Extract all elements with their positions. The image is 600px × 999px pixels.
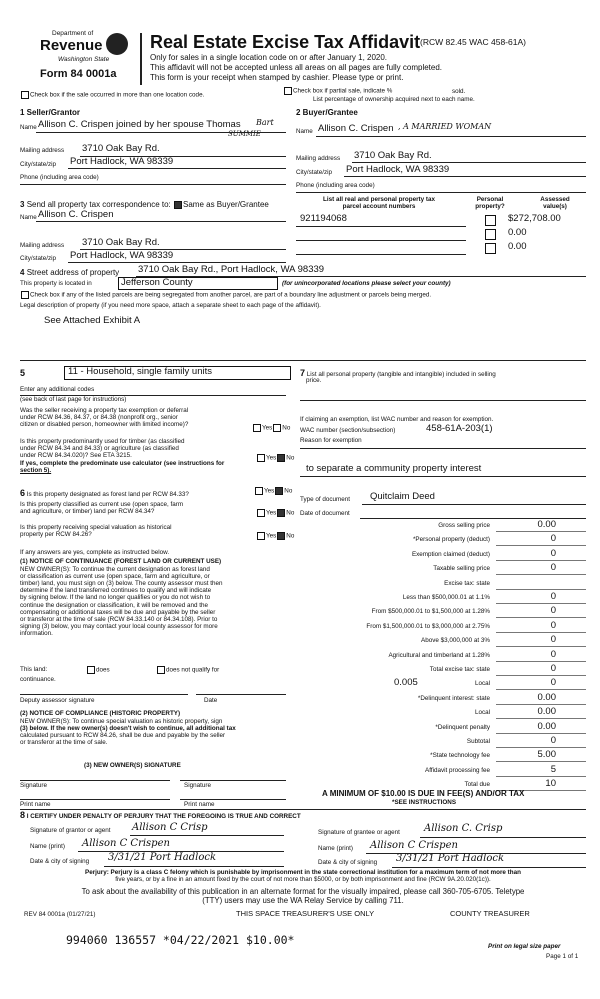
seller-name-label: Name [20, 124, 37, 131]
calc-value: 5 [550, 764, 556, 775]
notice-continuance-text: NEW OWNER(S): To continue the current designation as forest land or classification as current use (open space, farm and agriculture, or timber) land, you must sign on (3) below. The county assessor must then determine if the land transferred continues to qualify and will indicate by signing below. If the land no longer qualifies or you do not wish to continue the designation or classification, it will be removed and the compensating or additional taxes will be due and payable by the seller or transferor at the time of sale (RCW 84.33.140 or 84.34.108). Prior to signing (3) below, you may contact your local county assessor for more information. [20, 566, 223, 637]
receipt-stamp: 994060 136557 *04/22/2021 $10.00* [66, 933, 295, 947]
exemption-reason: to separate a community property interest [306, 463, 482, 474]
calc-value: 0 [550, 620, 556, 631]
owner-signature-2: Signature [184, 782, 211, 789]
calc-value: 0.00 [537, 519, 556, 530]
dept-logo-icon [106, 33, 128, 55]
calc-label: Gross selling price [438, 522, 490, 529]
if-any-yes: If any answers are yes, complete as instructed below. [20, 549, 170, 556]
county-select[interactable]: Jefferson County [118, 277, 278, 290]
sold-label: sold. [452, 88, 466, 95]
located-label: This property is located in [20, 280, 92, 287]
wac-label: WAC number (section/subsection) [300, 427, 396, 434]
grantor-name-label: Name (print) [30, 843, 65, 850]
seller-hand-note2: SUMMIE [228, 130, 261, 138]
calc-label: *Personal property (deduct) [412, 536, 490, 543]
calc-label: Above $3,000,000 at 3% [421, 637, 490, 644]
legal-paper-note: Print on legal size paper [488, 943, 561, 950]
land-use-code[interactable]: 11 - Household, single family units [64, 366, 291, 380]
sec5-number: 5 [20, 368, 26, 378]
legal-label: Legal description of property (if you need more space, attach a separate sheet to each page of the affidavit). [20, 302, 321, 309]
sec3-mail: 3710 Oak Bay Rd. [82, 237, 160, 248]
sec3-label: 3 Send all property tax correspondence to: Same as Buyer/Grantee [20, 200, 269, 209]
buyer-name-label: Name [296, 128, 313, 135]
perjury-notice: Perjury: Perjury is a class C felony which is punishable by imprisonment in the state correctional institution for a maximum term of not more than five years, or by a fine in an amount fixed by the court of not more than $5000, or by both imprisonment and fine (RCW 9A.20.020(1c)). [85, 869, 521, 884]
dept-line1: Department of [52, 30, 94, 37]
q-forest-answer[interactable]: Yes No [254, 487, 292, 495]
owner-print-2: Print name [184, 801, 215, 808]
calc-label: Total due [464, 781, 490, 788]
calc-value: 0 [550, 591, 556, 602]
doc-type-label: Type of document [300, 496, 351, 503]
calc-label: From $500,000.01 to $1,500,000 at 1.28% [371, 608, 490, 615]
form-revision: REV 84 0001a (01/27/21) [24, 911, 96, 918]
grantee-signature: Allison C. Crisp [424, 823, 503, 834]
buyer-city: Port Hadlock, WA 98339 [346, 164, 450, 175]
calc-value: 0 [550, 649, 556, 660]
calc-value: 10 [545, 778, 556, 789]
checkbox[interactable] [21, 291, 29, 299]
header-line1: Only for sales in a single location code on or after January 1, 2020. [150, 53, 388, 62]
seller-phone-label: Phone (including area code) [20, 174, 99, 181]
calc-label: *Delinquent interest: state [417, 695, 490, 702]
sec7-label: 7 List all personal property (tangible and intangible) included in selling [300, 368, 496, 378]
this-land: This land: [20, 666, 48, 673]
percentage-note: List percentage of ownership acquired next to each name. [313, 96, 475, 103]
reason-label: Reason for exemption [300, 437, 362, 444]
street-address: 3710 Oak Bay Rd., Port Hadlock, WA 98339 [138, 264, 325, 275]
doc-date-label: Date of document [300, 510, 350, 517]
dept-line3: Washington State [58, 56, 110, 63]
calc-label: Agricultural and timberland at 1.28% [388, 652, 490, 659]
minimum-due: A MINIMUM OF $10.00 IS DUE IN FEE(S) AND/OR TAX [322, 789, 525, 798]
deputy-signature: Deputy assessor signature [20, 697, 95, 704]
buyer-heading: 2 Buyer/Grantee [296, 108, 358, 117]
does-check[interactable]: does [86, 666, 110, 674]
page-number: Page 1 of 1 [546, 953, 579, 960]
q-current-use-answer[interactable]: Yes No [256, 509, 294, 517]
seller-mail-label: Mailing address [20, 147, 65, 154]
notice-continuance-title: (1) NOTICE OF CONTINUANCE (FOREST LAND OR CURRENT USE) [20, 558, 222, 565]
exempt-label: If claiming an exemption, list WAC number and reason for exemption. [300, 416, 494, 423]
segregated-check[interactable]: Check box if any of the listed parcels are being segregated from another parcel, are part of a boundary line adjustment or parcels being merged. [20, 291, 431, 299]
notice-compliance-text: NEW OWNER(S): To continue special valuation as historic property, sign (3) below. If the new owner(s) doesn't wish to continue, all additional tax calculated pursuant to RCW 84.26, shall be due and payable by the seller or transferor at the time of sale. [20, 718, 236, 747]
seller-name: Allison C. Crispen joined by her spouse Thomas [38, 119, 241, 130]
calc-label: Subtotal [466, 738, 490, 745]
seller-hand-note1: Bart [256, 118, 274, 127]
sec3-mail-label: Mailing address [20, 242, 65, 249]
parcel-value-3: 0.00 [508, 241, 527, 252]
local-rate: 0.005 [394, 677, 418, 688]
calc-label: Excise tax: state [444, 580, 490, 587]
calc-value: 0 [550, 562, 556, 573]
calc-label: *Delinquent penalty [435, 724, 490, 731]
county-treasurer: COUNTY TREASURER [450, 909, 530, 918]
wac-number: 458-61A-203(1) [426, 423, 493, 434]
calc-label: Local [474, 680, 490, 687]
buyer-city-label: City/state/zip [296, 169, 333, 176]
q-current-use: Is this property classified as current use (open space, farm and agriculture, or timber) land per RCW 84.34? [20, 501, 184, 516]
form-title: Real Estate Excise Tax Affidavit [150, 32, 421, 52]
buyer-hand-note: , A MARRIED WOMAN [398, 122, 492, 131]
dept-line2: Revenue [40, 37, 103, 54]
buyer-name: Allison C. Crispen [318, 123, 394, 134]
q-forest: 6 Is this property designated as forest land per RCW 84.33? [20, 488, 189, 498]
doc-type: Quitclaim Deed [370, 491, 435, 502]
certify-statement: 8 I CERTIFY UNDER PENALTY OF PERJURY THAT THE FOREGOING IS TRUE AND CORRECT [20, 810, 301, 820]
calc-label: From $1,500,000.01 to $3,000,000 at 2.75% [366, 623, 490, 630]
calc-label: Less than $500,000.01 at 1.1% [402, 594, 490, 601]
checkbox[interactable] [21, 91, 29, 99]
treasurer-use-only: THIS SPACE TREASURER'S USE ONLY [236, 909, 375, 918]
street-label: 4 Street address of property [20, 268, 120, 277]
seller-mail: 3710 Oak Bay Rd. [82, 143, 160, 154]
additional-codes: Enter any additional codes [20, 386, 95, 393]
sec3-name-label: Name [20, 214, 37, 221]
sec7-label2: price. [306, 377, 322, 384]
header-line3: This form is your receipt when stamped by cashier. Please type or print. [150, 73, 404, 82]
parcel-header-2: Personal property? [475, 196, 505, 211]
grantor-signature-label: Signature of grantor or agent [30, 827, 111, 834]
multi-location-check[interactable]: Check box if the sale occurred in more than one location code. [20, 91, 204, 99]
q-timber-answer[interactable]: Yes No [256, 454, 294, 462]
notice-compliance-title: (2) NOTICE OF COMPLIANCE (HISTORIC PROPERTY) [20, 710, 181, 717]
form-number: Form 84 0001a [40, 68, 117, 80]
deputy-date: Date [204, 697, 218, 704]
grantor-date-city: 3/31/21 Port Hadlock [108, 852, 217, 863]
calc-value: 0 [550, 634, 556, 645]
calc-label: Affidavit processing fee [425, 767, 490, 774]
calc-value: 0 [550, 533, 556, 544]
q-exemption-answer[interactable]: Yes No [252, 424, 290, 432]
q-historic-answer[interactable]: Yes No [256, 532, 294, 540]
grantee-name-label: Name (print) [318, 845, 353, 852]
legal-description: See Attached Exhibit A [44, 315, 141, 326]
grantor-date-label: Date & city of signing [30, 858, 90, 865]
unincorporated-note: (for unincorporated locations please select your county) [282, 280, 451, 287]
header-line2: This affidavit will not be accepted unless all areas on all pages are fully completed. [150, 63, 443, 72]
same-as-buyer-checkbox[interactable] [174, 201, 182, 209]
grantee-name: Allison C Crispen [370, 840, 458, 851]
calc-value: 0 [550, 735, 556, 746]
checkbox[interactable] [284, 87, 292, 95]
grantee-date-label: Date & city of signing [318, 859, 378, 866]
calc-value: 0 [550, 663, 556, 674]
q-historic: Is this property receiving special valuation as historical property per RCW 84.26? [20, 524, 172, 539]
parcel-header-1: List all real and personal property tax parcel account numbers [323, 196, 435, 211]
sec3-city-label: City/state/zip [20, 255, 57, 262]
partial-sale-check[interactable]: Check box if partial sale, indicate % [283, 87, 392, 95]
parcel-number-1: 921194068 [300, 213, 347, 224]
calc-value: 0 [550, 677, 556, 688]
sec3-name: Allison C. Crispen [38, 209, 114, 220]
availability-notice: To ask about the availability of this publication in an alternate format for the visually impaired, please call 360-705-6705. Teletype (TTY) users may use the WA Relay Service by calling 711. [81, 887, 525, 905]
buyer-phone-label: Phone (including area code) [296, 182, 375, 189]
seller-city-label: City/state/zip [20, 161, 57, 168]
form-rcw: (RCW 82.45 WAC 458-61A) [420, 37, 526, 47]
calc-value: 0.00 [537, 706, 556, 717]
parcel-header-3: Assessed value(s) [540, 196, 570, 211]
calc-value: 0.00 [537, 692, 556, 703]
calc-value: 0.00 [537, 721, 556, 732]
sec3-city: Port Hadlock, WA 98339 [70, 250, 174, 261]
buyer-mail: 3710 Oak Bay Rd. [354, 150, 432, 161]
calc-label: *State technology fee [430, 752, 490, 759]
calc-label: Local [474, 709, 490, 716]
grantor-name: Allison C Crispen [82, 838, 170, 849]
calc-label: Exemption claimed (deduct) [411, 551, 490, 558]
grantee-signature-label: Signature of grantee or agent [318, 829, 400, 836]
parcel-value-1: $272,708.00 [508, 213, 561, 224]
grantee-date-city: 3/31/21 Port Hadlock [396, 853, 505, 864]
calc-value: 0 [550, 548, 556, 559]
calc-value: 5.00 [537, 749, 556, 760]
continuance: continuance. [20, 676, 56, 683]
calc-label: Total excise tax: state [429, 666, 490, 673]
parcel-value-2: 0.00 [508, 227, 527, 238]
new-owner-signature-title: (3) NEW OWNER(S) SIGNATURE [84, 762, 181, 769]
buyer-mail-label: Mailing address [296, 155, 341, 162]
owner-signature-1: Signature [20, 782, 47, 789]
q-exemption: Was the seller receiving a property tax exemption or deferral under RCW 84.36, 84.37, or 84.38 (nonprofit org., senior citizen or disabled person, homeowner with limited income)? [20, 407, 189, 429]
see-instructions: *SEE INSTRUCTIONS [392, 799, 457, 806]
q-timber: Is this property predominantly used for timber (as classified under RCW 84.34 and 84.33) or agriculture (as classified under RCW 84.34.020)? See ETA 3215. If yes, complete the predominate use calculator (see instructions for section 5). [20, 438, 225, 474]
calc-label: Taxable selling price [433, 565, 490, 572]
calc-value: 0 [550, 605, 556, 616]
personal-property-checkbox-2[interactable] [485, 229, 496, 240]
personal-property-checkbox-3[interactable] [485, 243, 496, 254]
seller-heading: 1 Seller/Grantor [20, 108, 81, 117]
personal-property-checkbox-1[interactable] [485, 215, 496, 226]
owner-print-1: Print name [20, 801, 51, 808]
grantor-signature: Allison C Crisp [132, 822, 208, 833]
seller-city: Port Hadlock, WA 98339 [70, 156, 174, 167]
does-not-check[interactable]: does not qualify for [156, 666, 219, 674]
see-back: (see back of last page for instructions) [20, 396, 127, 403]
